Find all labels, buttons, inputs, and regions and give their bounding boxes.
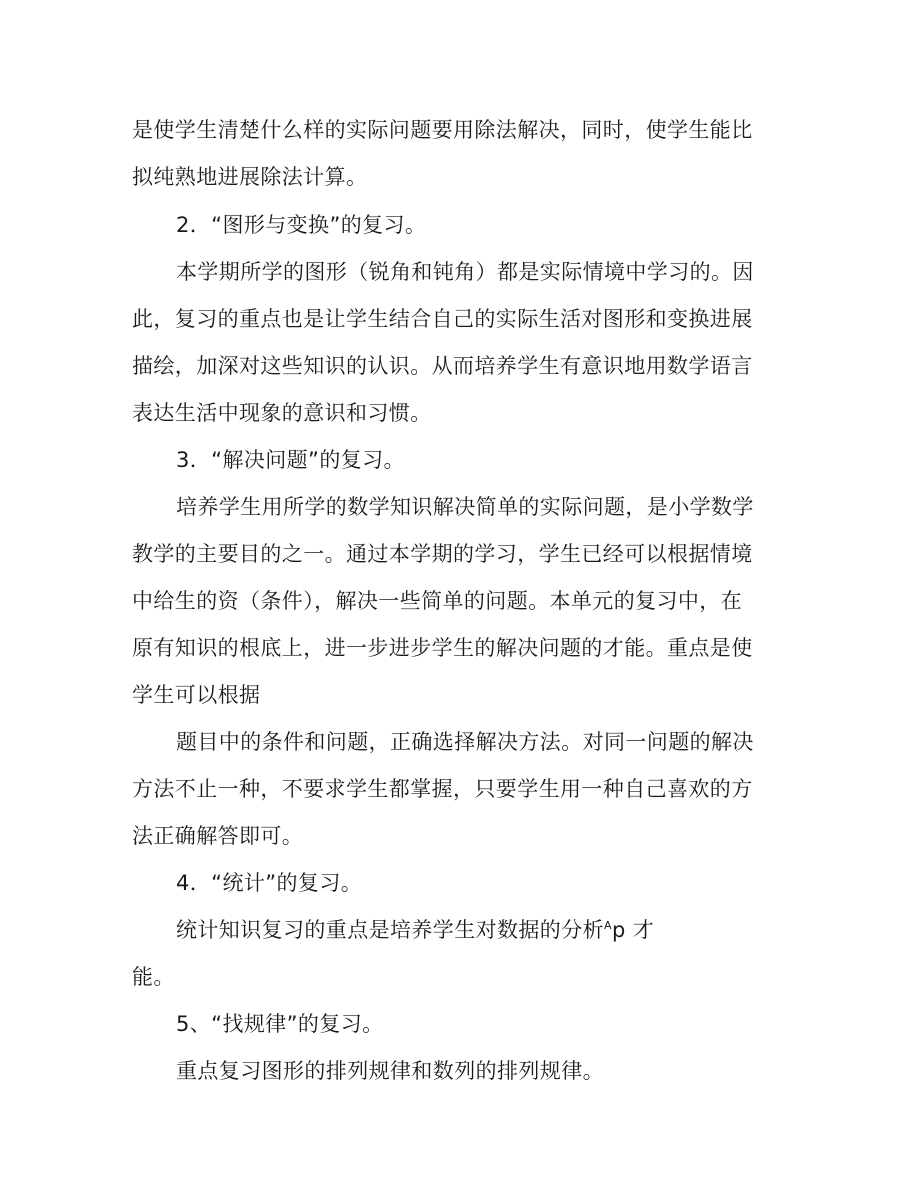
paragraph-line: 描绘，加深对这些知识的认识。从而培养学生有意识地用数学语言 <box>132 354 753 378</box>
paragraph-line: 教学的主要目的之一。通过本学期的学习，学生已经可以根据情境 <box>132 542 753 566</box>
paragraph-line: 此，复习的重点也是让学生结合自己的实际生活对图形和变换进展 <box>132 307 753 331</box>
section-heading: 3．“解决问题”的复习。 <box>176 448 405 472</box>
superscript-text: A <box>604 919 612 932</box>
paragraph-line: 本学期所学的图形（锐角和钝角）都是实际情境中学习的。因 <box>176 260 754 284</box>
paragraph-line: 中给生的资（条件），解决一些简单的问题。本单元的复习中，在 <box>132 589 743 613</box>
section-heading: 4．“统计”的复习。 <box>176 871 363 895</box>
paragraph-line: 拟纯熟地进展除法计算。 <box>132 165 368 189</box>
paragraph-line: 培养学生用所学的数学知识解决简单的实际问题，是小学数学 <box>176 495 754 519</box>
paragraph-line: 是使学生清楚什么样的实际问题要用除法解决，同时，使学生能比 <box>132 118 753 142</box>
paragraph-line <box>176 916 654 944</box>
paragraph-line: 题目中的条件和问题，正确选择解决方法。对同一问题的解决 <box>176 730 754 754</box>
section-heading: 2．“图形与变换”的复习。 <box>176 213 427 237</box>
paragraph-text: 统计知识复习的重点是培养学生对数据的分析 <box>176 918 604 942</box>
section-heading: 5、“找规律”的复习。 <box>176 1012 384 1036</box>
paragraph-line: 原有知识的根底上，进一步进步学生的解决问题的才能。重点是使 <box>132 636 753 660</box>
paragraph-line: 能。 <box>132 965 175 989</box>
paragraph-line: 法正确解答即可。 <box>132 824 304 848</box>
paragraph-text-tail: p 才 <box>611 918 655 942</box>
paragraph-line: 方法不止一种，不要求学生都掌握，只要学生用一种自己喜欢的方 <box>132 777 753 801</box>
paragraph-line: 表达生活中现象的意识和习惯。 <box>132 401 432 425</box>
paragraph-line: 学生可以根据 <box>132 683 261 707</box>
paragraph-line: 重点复习图形的排列规律和数列的排列规律。 <box>176 1059 604 1083</box>
